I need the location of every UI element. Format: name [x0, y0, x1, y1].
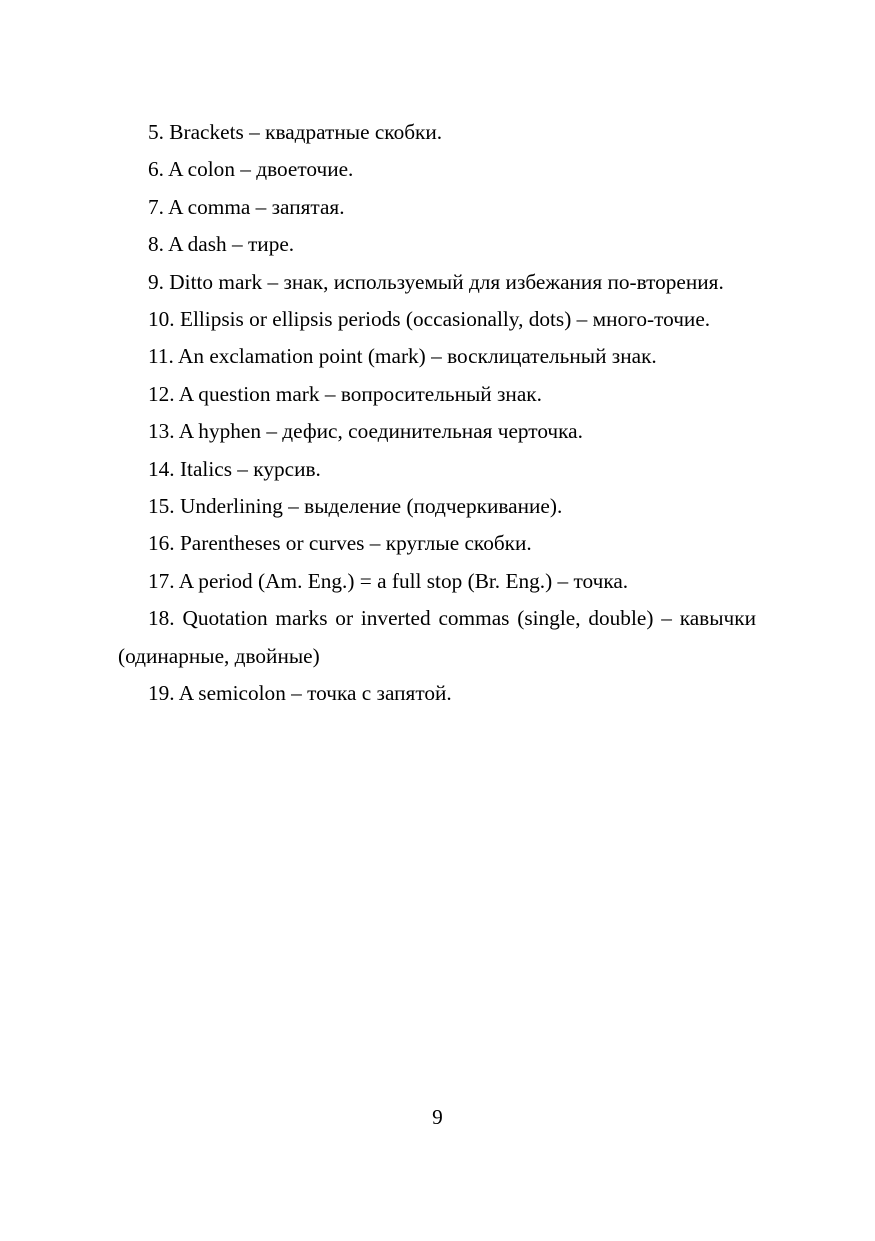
list-item: 7. A comma – запятая.: [148, 194, 345, 219]
punctuation-list: [118, 114, 756, 713]
list-item: 9. Ditto mark – знак, используемый для избежания по-вторения.: [148, 269, 724, 294]
list-item: 5. Brackets – квадратные скобки.: [148, 120, 443, 144]
list-item: 11. An exclamation point (mark) – восклицательный знак.: [148, 344, 657, 369]
list-item: 6. A colon – двоеточие.: [148, 157, 354, 182]
list-item: 10. Ellipsis or ellipsis periods (occasionally, dots) – много-точие.: [148, 307, 711, 332]
list-item: 17. A period (Am. Eng.) = a full stop (Br. Eng.) – точка.: [148, 568, 629, 593]
list-item: 8. A dash – тире.: [148, 232, 295, 257]
list-item: 12. A question mark – вопросительный знак.: [148, 381, 542, 406]
page-number: 9: [432, 1105, 443, 1129]
list-item: 14. Italics – курсив.: [148, 456, 321, 481]
list-item: 15. Underlining – выделение (подчеркивание).: [148, 494, 563, 519]
list-item: 13. A hyphen – дефис, соединительная черточка.: [148, 419, 583, 444]
list-item: 16. Parentheses or curves – круглые скобки.: [148, 531, 532, 556]
list-item: 18. Quotation marks or inverted commas (single, double) – кавычки (одинарные, двойные): [118, 606, 756, 668]
list-item: 19. A semicolon – точка с запятой.: [148, 681, 452, 706]
